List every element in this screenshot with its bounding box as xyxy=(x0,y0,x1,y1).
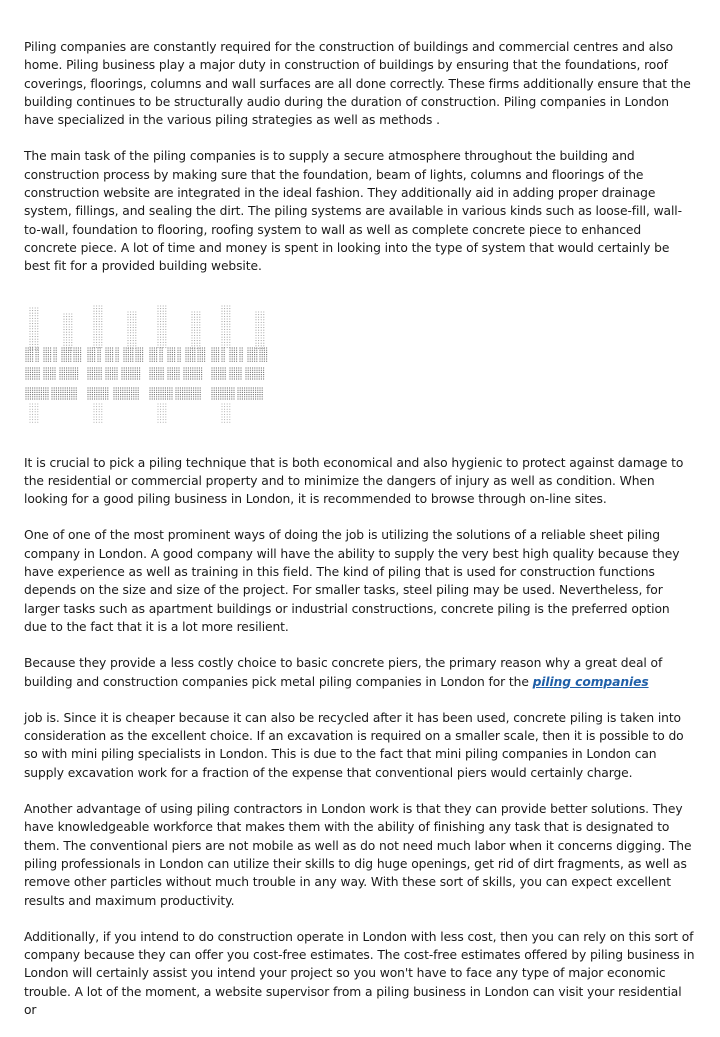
paragraph-7: Another advantage of using piling contractors in London work is that they can provide better solutions. They have knowledgeable workforce that makes them with the ability of finishing any task that is designated to them. The conventional piers are not mobile as well as do not need much labor when it concerns digging. The piling professionals in London can utilize their skills to dig huge openings, get rid of dirt fragments, as well as remove other particles without much trouble in any way. With these sort of skills, you can expect excellent results and maximum productivity. xyxy=(24,802,692,908)
paragraph-3: It is crucial to pick a piling technique that is both economical and also hygienic to protect against damage to the residential or commercial property and to minimize the dangers of injury as well as condition. When looking for a good piling business in London, it is recommended to browse through on-line sites. xyxy=(24,455,684,507)
paragraph-5 xyxy=(24,654,696,691)
piling-companies-link[interactable]: piling companies xyxy=(532,674,649,689)
paragraph-6: job is. Since it is cheaper because it can also be recycled after it has been used, concrete piling is taken into consideration as the excellent choice. If an excavation is required on a smaller scale, then it is possible to do so with mini piling specialists in London. This is due to the fact that mini piling companies in London can supply excavation work for a fraction of the expense that conventional piers would certainly charge. xyxy=(24,710,684,780)
paragraph-5-text: Because they provide a less costly choice to basic concrete piers, the primary reason why a great deal of building and construction companies pick metal piling companies in London for the xyxy=(24,656,663,689)
paragraph-2: The main task of the piling companies is to supply a secure atmosphere throughout the building and construction process by making sure that the foundation, beam of lights, columns and floorings of the construction website are integrated in the ideal fashion. They additionally aid in adding proper drainage system, fillings, and sealing the dirt. The piling systems are available in various kinds such as loose-fill, wall-to-wall, foundation to flooring, roofing system to wall as well as complete concrete piece to enhanced concrete piece. A lot of time and money is spent in looking into the type of system that would certainly be best fit for a provided building website. xyxy=(24,149,682,274)
paragraph-1: Piling companies are constantly required for the construction of buildings and commercial centres and also home. Piling business play a major duty in construction of buildings by ensuring that the foundations, roof coverings, floorings, columns and wall surfaces are all done correctly. These firms additionally ensure that the building continues to be structurally audio during the duration of construction. Piling companies in London have specialized in the various piling strategies as well as methods . xyxy=(24,40,691,128)
dotted-text-graphic-icon xyxy=(24,304,270,430)
article-image xyxy=(24,304,270,430)
paragraph-4: One of one of the most prominent ways of doing the job is utilizing the solutions of a reliable sheet piling company in London. A good company will have the ability to supply the very best high quality because they have experience as well as training in this field. The kind of piling that is used for construction functions depends on the size and size of the project. For smaller tasks, steel piling may be used. Nevertheless, for larger tasks such as apartment buildings or industrial constructions, concrete piling is the preferred option due to the fact that it is a lot more resilient. xyxy=(24,528,680,634)
paragraph-8: Additionally, if you intend to do construction operate in London with less cost, then you can rely on this sort of company because they can offer you cost-free estimates. The cost-free estimates offered by piling business in London will certainly assist you intend your project so you won't have to face any type of major economic trouble. A lot of the moment, a website supervisor from a piling business in London can visit your residential or xyxy=(24,929,695,1017)
article-body xyxy=(24,38,696,1037)
